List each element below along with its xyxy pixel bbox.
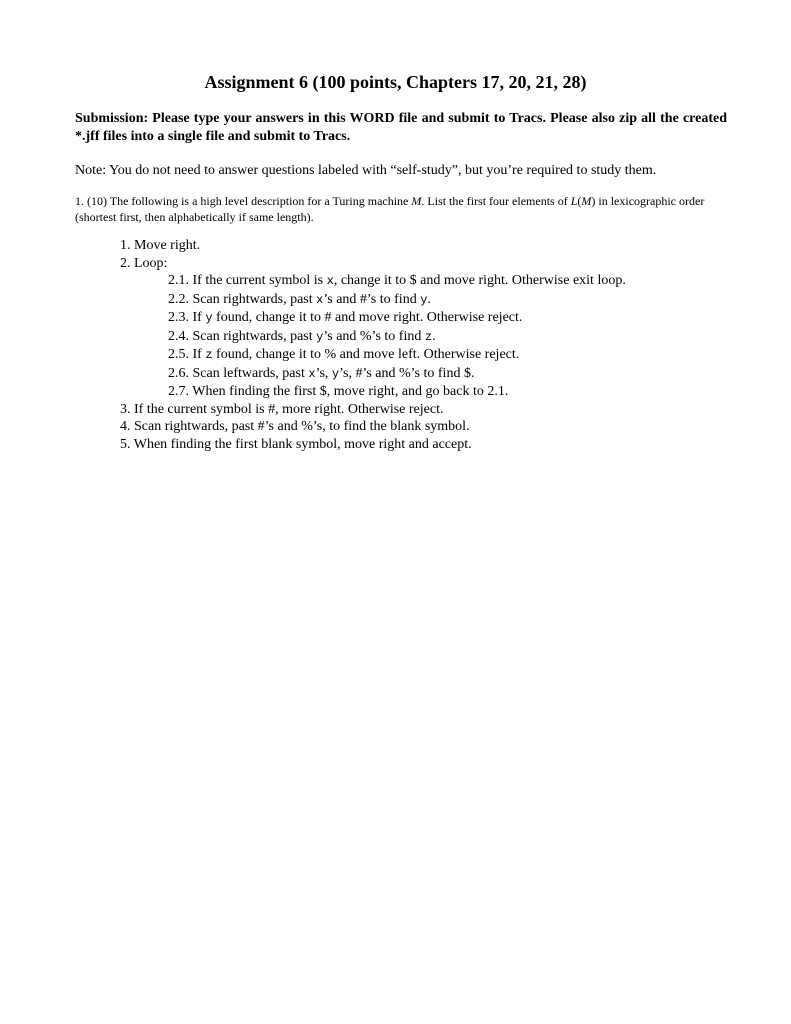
step-text: ’s and %’s to find xyxy=(323,328,425,344)
step-text: found, change it to # and move right. Otherwise reject. xyxy=(212,310,523,325)
question-1 xyxy=(75,193,735,225)
page-title: Assignment 6 (100 points, Chapters 17, 20, 21, 28) xyxy=(204,72,587,92)
machine-name: M xyxy=(411,194,422,208)
step-2-2 xyxy=(75,291,735,310)
step-2: 2. Loop: xyxy=(120,255,168,271)
step-text: 2.5. If xyxy=(168,347,206,362)
machine-name: M xyxy=(581,194,592,208)
step-text: 2.4. Scan rightwards, past xyxy=(168,328,317,344)
submission-instructions: Submission: Please type your answers in this WORD file and submit to Tracs. Please also zip all the created *.jff files into a single file and submit to Tracs. xyxy=(75,111,727,144)
step-text: ’s and #’s to find xyxy=(323,291,421,307)
step-3: 3. If the current symbol is #, more right. Otherwise reject. xyxy=(120,401,444,417)
step-2-1 xyxy=(75,272,735,291)
question-text: 1. (10) The following is a high level description for a Turing machine xyxy=(75,194,412,208)
question-text: ) in lexicographic order (shortest first, then alphabetically if same length). xyxy=(75,194,705,224)
language-symbol: L xyxy=(570,194,578,208)
step-text: . xyxy=(427,291,431,307)
step-text: 2.2. Scan rightwards, past xyxy=(168,291,317,307)
step-text: 2.6. Scan leftwards, past xyxy=(168,365,309,381)
step-2-7: 2.7. When finding the first $, move right, and go back to 2.1. xyxy=(168,384,509,399)
step-text: . xyxy=(432,328,436,344)
symbol-code: z xyxy=(205,348,213,362)
symbol-code: y xyxy=(420,292,428,307)
step-text: ’s, #’s and %’s to find $. xyxy=(339,365,475,381)
step-text: found, change it to % and move left. Otherwise reject. xyxy=(212,347,520,362)
step-2-5 xyxy=(75,346,735,365)
symbol-code: z xyxy=(424,329,433,344)
symbol-code: x xyxy=(326,274,334,288)
step-2-4 xyxy=(75,328,735,347)
step-1: 1. Move right. xyxy=(120,238,201,253)
symbol-code: x xyxy=(316,292,324,307)
step-text: , change it to $ and move right. Otherwise exit loop. xyxy=(333,273,626,288)
turing-machine-steps xyxy=(75,237,735,453)
step-5: 5. When finding the first blank symbol, move right and accept. xyxy=(120,436,472,452)
question-text: . List the first four elements of xyxy=(421,194,571,208)
step-4: 4. Scan rightwards, past #’s and %’s, to find the blank symbol. xyxy=(120,419,470,434)
step-2-3 xyxy=(75,309,735,328)
question-text: ( xyxy=(577,194,582,208)
step-text: 2.3. If xyxy=(168,310,206,325)
symbol-code: y xyxy=(205,311,213,325)
step-text: 2.1. If the current symbol is xyxy=(168,273,327,288)
step-2-6 xyxy=(75,365,735,384)
step-text: ’s, xyxy=(315,365,332,381)
symbol-code: x xyxy=(308,366,316,381)
symbol-code: y xyxy=(316,329,324,344)
self-study-note: Note: You do not need to answer questions labeled with “self-study”, but you’re required to study them. xyxy=(75,163,657,178)
symbol-code: y xyxy=(331,366,340,381)
